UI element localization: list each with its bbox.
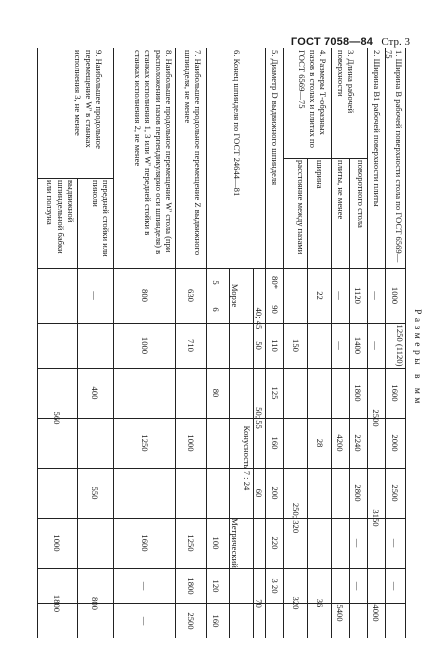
taper-values: 50 (254, 341, 264, 350)
table-cell: — (140, 581, 150, 591)
value-column-border (38, 323, 406, 324)
table-cell: 320 (291, 596, 301, 610)
row-label: 7. Наибольшее продольное перемещение Z выдвижного шпинделя, не менее (182, 50, 203, 256)
rotated-table (18, 48, 420, 638)
table-cell: 1800 (52, 594, 62, 613)
table-cell: 630 (186, 289, 196, 302)
table-cell: 125 (270, 386, 280, 400)
row-label: 5. Диаметр D выдвижного шпинделя (270, 50, 280, 186)
value-column-border (38, 518, 406, 519)
table-cell: 3 20 (270, 578, 280, 594)
table-cell: — (140, 616, 150, 626)
table-cell: 1600 (140, 534, 150, 552)
row-divider (265, 48, 266, 638)
table-cell: 1250 (1120) (395, 324, 405, 367)
taper-values: 50; 55 (254, 407, 264, 429)
row-divider (77, 178, 78, 638)
morse-label: Морзе (230, 283, 240, 308)
table-cell: 200 (270, 486, 280, 500)
table-cell: 1600 (390, 384, 400, 402)
sub-label: поворотного стола (356, 160, 366, 228)
row-divider (113, 48, 114, 638)
table-cell: — (335, 291, 345, 300)
sub-label: ширина (315, 160, 325, 189)
table-cell: — (335, 341, 345, 350)
table-cell: 28 (315, 438, 325, 448)
table-cell: 400 (90, 386, 100, 400)
sub-label: выдвижной шпиндельной бабки или ползуна (45, 180, 76, 254)
row-label: 4. Размеры Т-образных пазов в столах и плитах по ГОСТ 6569—75 (297, 50, 328, 148)
table-cell: 1400 (353, 336, 363, 355)
row-divider (331, 48, 332, 638)
table-cell: 1250 (140, 434, 150, 452)
table-cell: 5400 (335, 604, 345, 622)
table-cell: 160 (211, 614, 221, 628)
table-cell: 120 (211, 579, 221, 593)
table-cell: — (390, 581, 400, 591)
table-cell: 22 (315, 291, 325, 300)
table-cell: 2000 (390, 434, 400, 452)
row-divider (367, 48, 368, 638)
standard-number: ГОСТ 7058—84 (290, 36, 374, 48)
row-divider (349, 158, 350, 638)
row-label: 2. Ширина B1 рабочей поверхности плиты (372, 50, 382, 207)
table-cell: 3150 (371, 509, 381, 527)
row-label: 9. Наибольшее продольное перемещение W' в станках исполнения 3, не менее (73, 50, 104, 149)
table-cell: 80* (270, 276, 280, 289)
table-cell: — (371, 291, 381, 300)
table-cell: 2240 (353, 434, 363, 452)
table-cell: — (371, 341, 381, 350)
table-cell: 5 (211, 280, 221, 285)
table-cell: 1800 (186, 577, 196, 595)
row-label: 8. Наибольшее продольное перемещение W' стола (при расположении пазов перпендикулярно оси шпинделя) в станках исполнения 1, 3 или W' передней стойки в станках исполнения 2, не менее (132, 50, 174, 255)
row-divider (307, 158, 308, 638)
table-cell: 150 (291, 339, 301, 352)
table-cell: 110 (270, 339, 280, 352)
table-cell: — (353, 581, 363, 591)
table-cell: 160 (270, 436, 280, 450)
table-cell: — (90, 291, 100, 300)
table-cell: 800 (140, 289, 150, 302)
sub-label-border (284, 158, 368, 159)
row-label: 6. Конец шпинделя по ГОСТ 24644—81 (232, 50, 242, 197)
table-cell: 1000 (390, 286, 400, 305)
table-top-border (405, 48, 406, 638)
page-header (291, 36, 410, 48)
metric-label: Метрический (230, 518, 240, 568)
table-cell: — (353, 538, 363, 548)
page-number: Стр. 3 (381, 36, 410, 48)
row-divider (283, 48, 284, 638)
row-divider (175, 48, 176, 638)
table-cell: 800 (90, 597, 100, 610)
table-bottom-border (37, 48, 38, 638)
sub-label-border (38, 178, 114, 179)
row-label: 3. Длина рабочей поверхности (335, 50, 356, 114)
table-cell: 1000 (186, 434, 196, 452)
taper-label: Конусность 7 : 24 (242, 425, 252, 491)
table-cell: 2500 (186, 612, 196, 630)
taper-values: 40; 45 (254, 307, 264, 330)
table-cell: 560 (52, 411, 62, 425)
row-label: 1. Ширина B рабочей поверхности стола по ГОСТ 6569—75 (383, 50, 404, 263)
table-cell: 1250 (186, 534, 196, 552)
table-cell: 710 (186, 339, 196, 352)
table-cell: 6 (211, 307, 221, 312)
table-cell: — (390, 538, 400, 548)
table-cell: 100 (211, 536, 221, 550)
table-cell: 1120 (353, 287, 363, 304)
sub-label: плиты, не менее (336, 160, 346, 220)
table-cell: 2800 (353, 484, 363, 502)
table-cell: 2500 (371, 409, 381, 427)
row-divider (206, 48, 207, 638)
table-cell: 4000 (371, 604, 381, 622)
sub-label: передней стойки или пиноли (90, 180, 111, 257)
table-cell: 1800 (353, 384, 363, 402)
taper-values: 60 (254, 488, 264, 498)
table-cell: 4200 (335, 434, 345, 452)
table-cell: 1000 (52, 534, 62, 552)
table-cell: 80 (211, 388, 221, 398)
table-cell: 2500 (390, 484, 400, 502)
table-cell: 550 (90, 486, 100, 500)
table-cell: 250; 320 (291, 502, 301, 534)
table-cell: 1000 (140, 336, 150, 355)
table-cell: 90 (270, 305, 280, 314)
table-cell: 220 (270, 536, 280, 550)
value-column-border (38, 418, 406, 419)
table-caption: Размеры в мм (412, 309, 422, 407)
table-cell: 36 (315, 598, 325, 608)
taper-values: 70 (254, 599, 264, 608)
sub-label: расстояние между пазами (296, 160, 306, 255)
